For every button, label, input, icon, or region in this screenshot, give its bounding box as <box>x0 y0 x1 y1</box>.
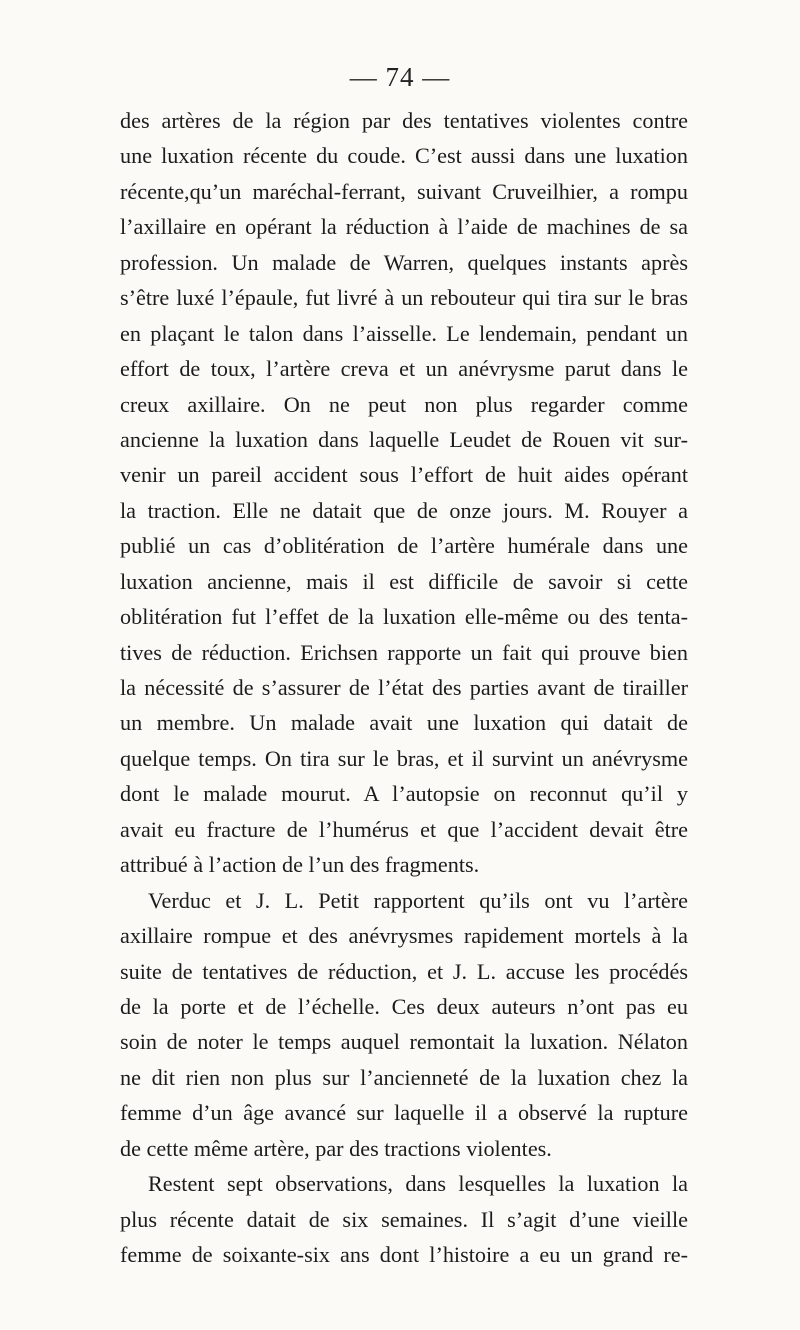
text-line: une luxation récente du coude. C’est aussi dans une luxation <box>120 143 688 169</box>
text-line: publié un cas d’oblitération de l’artère humérale dans une <box>120 533 688 559</box>
text-line: femme d’un âge avancé sur laquelle il a observé la rupture <box>120 1100 688 1126</box>
text-line: Restent sept observations, dans lesquelles la luxation la <box>148 1171 688 1197</box>
text-line: attribué à l’action de l’un des fragments. <box>120 852 480 878</box>
page-number: — 74 — <box>349 62 451 92</box>
text-line: suite de tentatives de réduction, et J. L. accuse les procédés <box>120 958 688 984</box>
text-line: Verduc et J. L. Petit rapportent qu’ils ont vu l’artère <box>148 887 688 913</box>
text-line: tives de réduction. Erichsen rapporte un fait qui prouve bien <box>120 639 688 665</box>
text-line: soin de noter le temps auquel remontait la luxation. Nélaton <box>120 1029 688 1055</box>
text-line: de cette même artère, par des tractions violentes. <box>120 1135 552 1161</box>
text-line: femme de soixante-six ans dont l’histoire a eu un grand re- <box>120 1242 688 1267</box>
text-line: s’être luxé l’épaule, fut livré à un rebouteur qui tira sur le bras <box>120 285 688 311</box>
text-line: effort de toux, l’artère creva et un anévrysme parut dans le <box>120 356 688 382</box>
text-line: la traction. Elle ne datait que de onze jours. M. Rouyer a <box>120 497 688 523</box>
text-line: récente,qu’un maréchal-ferrant, suivant Cruveilhier, a rompu <box>120 178 688 204</box>
text-line: ne dit rien non plus sur l’ancienneté de la luxation chez la <box>120 1064 688 1090</box>
text-line: creux axillaire. On ne peut non plus regarder comme <box>120 391 688 417</box>
text-line: dont le malade mourut. A l’autopsie on reconnut qu’il y <box>120 781 688 807</box>
text-line: plus récente datait de six semaines. Il s’agit d’une vieille <box>120 1206 688 1232</box>
text-line: quelque temps. On tira sur le bras, et il survint un anévrysme <box>120 745 688 771</box>
text-line: la nécessité de s’assurer de l’état des parties avant de tirailler <box>120 675 688 700</box>
text-line: profession. Un malade de Warren, quelques instants après <box>120 249 688 275</box>
text-line: un membre. Un malade avait une luxation qui datait de <box>120 710 688 736</box>
text-line: de la porte et de l’échelle. Ces deux auteurs n’ont pas eu <box>120 993 688 1019</box>
body-text <box>120 103 688 1272</box>
text-line: oblitération fut l’effet de la luxation elle-même ou des tenta- <box>120 604 688 630</box>
text-line: venir un pareil accident sous l’effort de huit aides opérant <box>120 462 688 488</box>
text-line: des artères de la région par des tentatives violentes contre <box>120 108 688 133</box>
text-line: ancienne la luxation dans laquelle Leudet de Rouen vit sur- <box>120 426 688 452</box>
text-line: en plaçant le talon dans l’aisselle. Le lendemain, pendant un <box>120 320 688 346</box>
text-line: avait eu fracture de l’humérus et que l’accident devait être <box>120 816 688 842</box>
text-line: l’axillaire en opérant la réduction à l’aide de machines de sa <box>120 214 688 240</box>
text-line: axillaire rompue et des anévrysmes rapidement mortels à la <box>120 923 688 949</box>
text-line: luxation ancienne, mais il est difficile de savoir si cette <box>120 568 688 594</box>
